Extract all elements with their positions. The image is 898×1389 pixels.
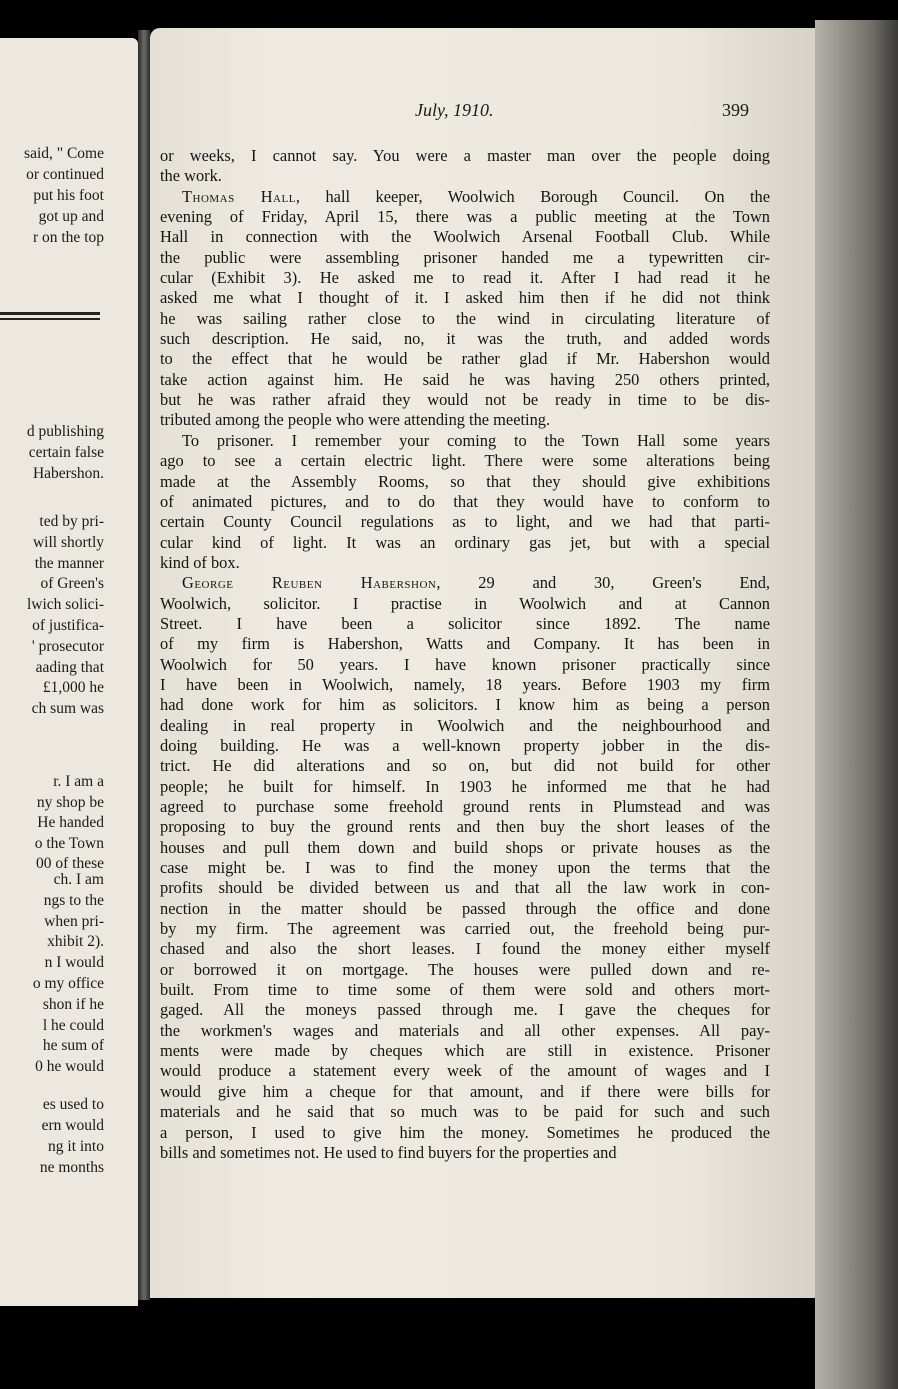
text-line: the work.: [160, 166, 222, 186]
text-line: or weeks, I cannot say. You were a master man over the people doing: [160, 146, 770, 165]
left-page-fragment: certain false: [28, 444, 104, 461]
text-line: proposing to buy the ground rents and then buy the short leases of the: [160, 817, 770, 837]
left-page-fragment: ng it into: [48, 1138, 104, 1155]
page-header: [150, 100, 815, 124]
text-line: the public were assembling prisoner handed me a typewritten cir-: [160, 247, 770, 267]
left-page-fragment: of Green's: [40, 575, 104, 593]
text-line: bills and sometimes not. He used to find buyers for the properties and: [160, 1142, 617, 1162]
text-line: case might be. I was to find the money upon the terms that the: [160, 858, 770, 878]
left-page-fragment: or continued: [26, 166, 104, 183]
text-line: nection in the matter should be passed through the office and done: [160, 898, 770, 918]
text-line: profits should be divided between us and that all the law work in con-: [160, 878, 770, 898]
left-page-fragment: lwich solici-: [26, 596, 104, 614]
left-page-fragment: n I would: [44, 954, 104, 972]
left-page-fragment: He handed: [37, 814, 104, 831]
body-text: [160, 146, 770, 1163]
text-line: ments were made by cheques which are still in existence. Prisoner: [160, 1041, 770, 1061]
left-page-fragment: the manner: [34, 554, 104, 572]
text-line: gaged. All the moneys passed through me. I gave the cheques for: [160, 1000, 770, 1020]
left-page-fragment: when pri-: [44, 912, 104, 930]
text-line: the workmen's wages and materials and all other expenses. All pay-: [160, 1020, 770, 1040]
text-line: Woolwich, solicitor. I practise in Woolwich and at Cannon: [160, 593, 770, 613]
left-page-fragment: ngs to the: [43, 891, 104, 909]
text-line: Thomas Hall, hall keeper, Woolwich Borough Council. On the: [182, 186, 770, 206]
text-line: take action against him. He said he was having 250 others printed,: [160, 369, 770, 389]
left-page-fragment: Habershon.: [32, 465, 104, 482]
left-page-fragment: £1,000 he: [42, 679, 104, 697]
left-page-fragment: shon if he: [42, 995, 104, 1013]
left-page-fragment: will shortly: [32, 533, 104, 551]
section-divider: [0, 318, 100, 320]
text-line: had done work for him as solicitors. I know him as being a person: [160, 695, 770, 715]
left-page-fragment: of justifica-: [32, 617, 104, 634]
text-line: cular kind of light. It was an ordinary gas jet, but with a special: [160, 532, 770, 552]
left-page-fragment: o my office: [32, 975, 104, 992]
text-line: would give him a cheque for that amount, and if there were bills for: [160, 1081, 770, 1101]
left-page-fragment: ' prosecutor: [31, 637, 104, 655]
left-page-fragment: ne months: [39, 1159, 104, 1176]
page-number: 399: [722, 100, 749, 120]
page-edge: [815, 20, 898, 1389]
text-line: George Reuben Habershon, 29 and 30, Green's End,: [182, 573, 770, 593]
left-page-fragment: xhibit 2).: [47, 933, 104, 951]
text-line: a person, I used to give him the money. Sometimes he produced the: [160, 1122, 770, 1142]
text-line: I have been in Woolwich, namely, 18 years. Before 1903 my firm: [160, 674, 770, 694]
text-line: certain County Council regulations as to light, and we had that parti-: [160, 512, 770, 532]
text-line: would produce a statement every week of the amount of wages and I: [160, 1061, 770, 1081]
text-line: To prisoner. I remember your coming to the Town Hall some years: [182, 430, 770, 450]
text-line: cular (Exhibit 3). He asked me to read it. After I had read it he: [160, 268, 770, 288]
text-line: trict. He did alterations and so on, but did not build for other: [160, 756, 770, 776]
text-line: Street. I have been a solicitor since 1892. The name: [160, 613, 770, 633]
left-page-fragment: 00 of these: [35, 855, 104, 872]
text-line: such description. He said, no, it was the truth, and added words: [160, 329, 770, 349]
text-line: made at the Assembly Rooms, so that they should give exhibitions: [160, 471, 770, 491]
left-page-fragment: r on the top: [32, 229, 104, 246]
left-page-fragment: ny shop be: [36, 793, 104, 811]
text-line: but he was rather afraid they would not be ready in time to be dis-: [160, 390, 770, 410]
left-page-fragment: said, " Come: [24, 145, 104, 162]
book-spine: [138, 30, 150, 1300]
text-line: he was sailing rather close to the wind in circulating literature of: [160, 308, 770, 328]
left-page-fragment: ern would: [41, 1117, 104, 1134]
section-divider: [0, 312, 100, 315]
left-page-fragment: d publishing: [26, 423, 104, 440]
text-line: built. From time to time some of them were sold and others mort-: [160, 980, 770, 1000]
text-line: Woolwich for 50 years. I have known prisoner practically since: [160, 654, 770, 674]
running-title: July, 1910.: [415, 100, 494, 120]
left-page-fragment: aading that: [35, 658, 104, 676]
left-page-fragment: ch sum was: [31, 700, 104, 718]
left-page-fragment: r. I am a: [53, 773, 104, 790]
text-line: doing building. He was a well-known property jobber in the dis-: [160, 735, 770, 755]
text-line: of my firm is Habershon, Watts and Company. It has been in: [160, 634, 770, 654]
text-line: Hall in connection with the Woolwich Arsenal Football Club. While: [160, 227, 770, 247]
text-line: dealing in real property in Woolwich and the neighbourhood and: [160, 715, 770, 735]
left-page: [0, 38, 138, 1306]
left-page-fragment: ch. I am: [53, 871, 104, 888]
text-line: materials and he said that so much was to be paid for such and such: [160, 1102, 770, 1122]
text-line: ago to see a certain electric light. There were some alterations being: [160, 451, 770, 471]
text-line: tributed among the people who were attending the meeting.: [160, 410, 551, 430]
text-line: people; he built for himself. In 1903 he informed me that he had: [160, 776, 770, 796]
text-line: by my firm. The agreement was carried out, the freehold being pur-: [160, 919, 770, 939]
text-line: asked me what I thought of it. I asked him then if he did not think: [160, 288, 770, 308]
text-line: agreed to purchase some freehold ground rents in Plumstead and was: [160, 797, 770, 816]
left-page-fragment: got up and: [38, 208, 104, 225]
left-page-fragment: l he could: [42, 1016, 104, 1034]
left-page-fragment: es used to: [42, 1096, 104, 1113]
text-line: or borrowed it on mortgage. The houses were pulled down and re-: [160, 959, 770, 979]
text-line: evening of Friday, April 15, there was a public meeting at the Town: [160, 207, 770, 227]
text-line: kind of box.: [160, 552, 240, 572]
left-page-fragment: he sum of: [42, 1037, 104, 1055]
text-line: to the effect that he would be rather glad if Mr. Habershon would: [160, 349, 770, 369]
text-line: of animated pictures, and to do that they would have to conform to: [160, 491, 770, 511]
left-page-fragment: 0 he would: [35, 1058, 104, 1076]
left-page-fragment: ted by pri-: [39, 513, 104, 530]
text-line: chased and also the short leases. I found the money either myself: [160, 939, 770, 959]
text-line: houses and pull them down and build shops or private houses as the: [160, 837, 770, 857]
left-page-fragment: put his foot: [33, 187, 104, 204]
left-page-fragment: o the Town: [34, 834, 104, 852]
